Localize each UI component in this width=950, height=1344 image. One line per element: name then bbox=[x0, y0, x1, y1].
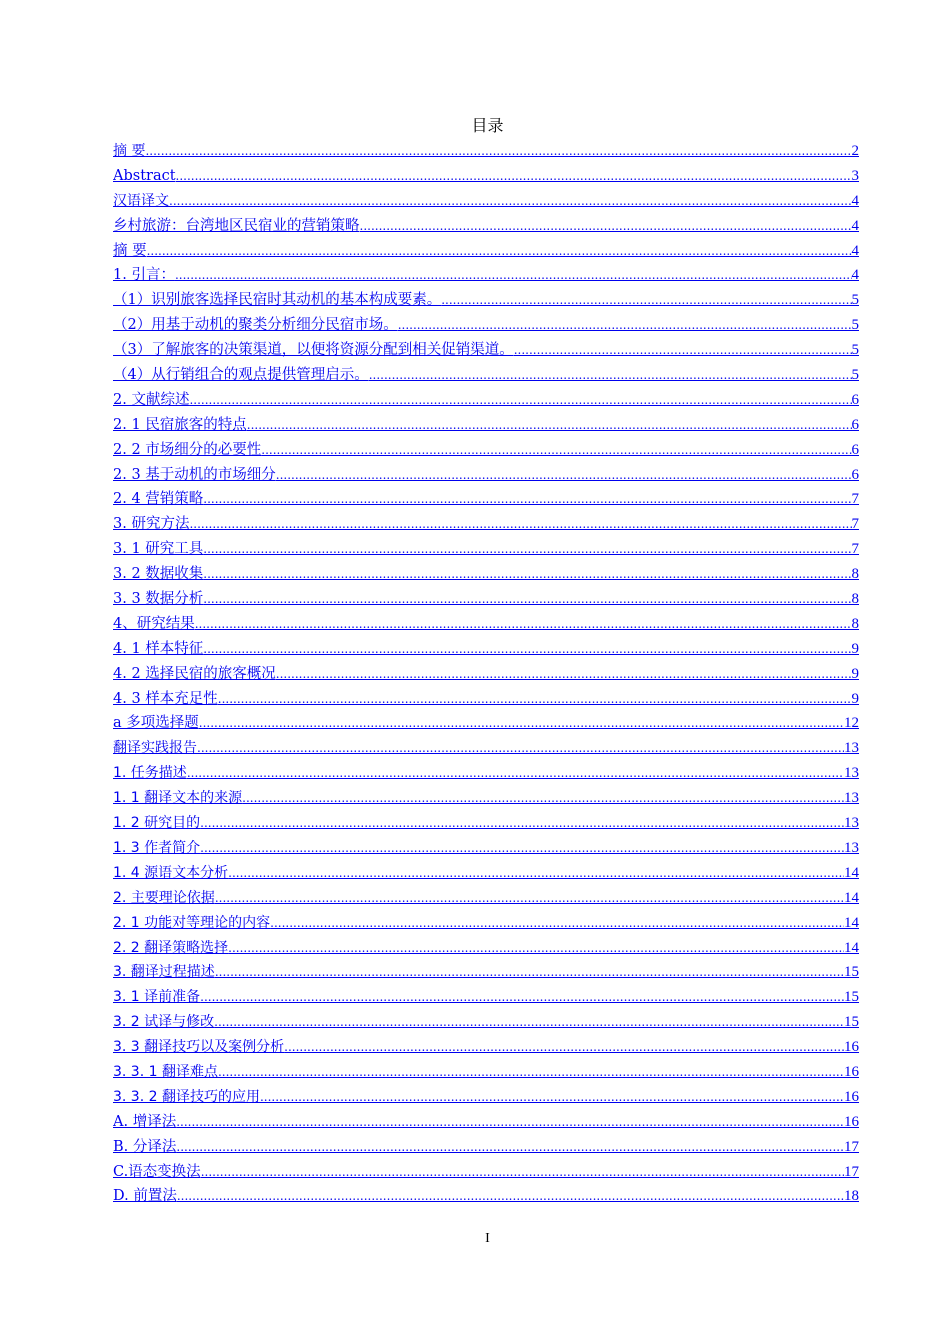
toc-entry[interactable] bbox=[113, 711, 859, 736]
toc-entry-label: 3. 1 研究工具 bbox=[113, 541, 204, 558]
dot-leader bbox=[197, 736, 844, 761]
toc-entry-page-number: 9 bbox=[851, 690, 859, 707]
toc-entry-page-number: 13 bbox=[844, 740, 859, 757]
toc-entry-page-number: 14 bbox=[844, 864, 859, 881]
toc-entry-label: Abstract bbox=[113, 167, 176, 184]
toc-entry[interactable] bbox=[113, 1110, 859, 1135]
dot-leader bbox=[284, 1035, 844, 1060]
dot-leader bbox=[189, 512, 851, 537]
toc-entry-label: 2. 1 功能对等理论的内容 bbox=[113, 914, 271, 931]
toc-entry-page-number: 8 bbox=[851, 566, 859, 583]
toc-entry[interactable] bbox=[113, 1160, 859, 1185]
toc-entry-label: （2）用基于动机的聚类分析细分民宿市场。 bbox=[113, 317, 398, 334]
dot-leader bbox=[228, 861, 844, 886]
toc-entry-page-number: 5 bbox=[851, 317, 859, 334]
toc-entry-page-number: 5 bbox=[851, 292, 859, 309]
toc-entry-page-number: 16 bbox=[844, 1039, 859, 1056]
dot-leader bbox=[242, 786, 844, 811]
toc-entry[interactable] bbox=[113, 338, 859, 363]
toc-entry-page-number: 5 bbox=[851, 367, 859, 384]
dot-leader bbox=[147, 239, 852, 264]
toc-entry-page-number: 13 bbox=[844, 790, 859, 807]
toc-entry[interactable] bbox=[113, 239, 859, 264]
toc-entry[interactable] bbox=[113, 438, 859, 463]
toc-entry[interactable] bbox=[113, 388, 859, 413]
dot-leader bbox=[199, 711, 844, 736]
toc-entry-page-number: 16 bbox=[844, 1063, 859, 1080]
dot-leader bbox=[177, 1184, 844, 1209]
dot-leader bbox=[203, 637, 851, 662]
toc-entry[interactable] bbox=[113, 587, 859, 612]
toc-entry-page-number: 15 bbox=[844, 964, 859, 981]
toc-entry-label: 4、研究结果 bbox=[113, 615, 195, 632]
dot-leader bbox=[514, 338, 852, 363]
dot-leader bbox=[203, 587, 851, 612]
toc-entry-label: 4. 3 样本充足性 bbox=[113, 690, 218, 707]
toc-entry-page-number: 14 bbox=[844, 889, 859, 906]
toc-entry[interactable] bbox=[113, 612, 859, 637]
dot-leader bbox=[195, 612, 852, 637]
toc-entry-label: 1. 3 作者简介 bbox=[113, 839, 201, 856]
dot-leader bbox=[176, 1135, 844, 1160]
toc-entry[interactable] bbox=[113, 736, 859, 761]
dot-leader bbox=[145, 139, 851, 164]
toc-entry-label: C.语态变换法 bbox=[113, 1163, 201, 1180]
toc-entry-page-number: 7 bbox=[851, 516, 859, 533]
toc-entry[interactable] bbox=[113, 537, 859, 562]
toc-entry-page-number: 2 bbox=[851, 143, 859, 159]
toc-entry-label: 1. 2 研究目的 bbox=[113, 815, 201, 832]
dot-leader bbox=[203, 487, 851, 512]
page-number: I bbox=[485, 1231, 490, 1246]
toc-entry[interactable] bbox=[113, 1085, 859, 1110]
toc-entry[interactable] bbox=[113, 960, 859, 985]
toc-entry[interactable] bbox=[113, 786, 859, 811]
dot-leader bbox=[214, 1010, 844, 1035]
toc-entry-label: 3. 2 试译与修改 bbox=[113, 1014, 215, 1031]
toc-entry[interactable] bbox=[113, 1035, 859, 1060]
dot-leader bbox=[189, 388, 851, 413]
toc-entry-page-number: 4 bbox=[851, 242, 859, 259]
toc-entry-page-number: 7 bbox=[851, 541, 859, 558]
toc-entry-label: 乡村旅游：台湾地区民宿业的营销策略 bbox=[113, 217, 360, 234]
toc-entry-page-number: 4 bbox=[851, 217, 859, 234]
toc-entry[interactable] bbox=[113, 761, 859, 786]
toc-entry-label: 2. 4 营销策略 bbox=[113, 491, 204, 508]
toc-entry-label: 3. 3. 2 翻译技巧的应用 bbox=[113, 1088, 260, 1105]
toc-entry-label: 3. 1 译前准备 bbox=[113, 989, 201, 1006]
toc-entry-label: 2. 1 民宿旅客的特点 bbox=[113, 416, 247, 433]
toc-entry[interactable] bbox=[113, 662, 859, 687]
toc-entry-label: 3. 3 翻译技巧以及案例分析 bbox=[113, 1039, 285, 1056]
toc-entry[interactable] bbox=[113, 363, 859, 388]
toc-entry[interactable] bbox=[113, 637, 859, 662]
toc-entry[interactable] bbox=[113, 463, 859, 488]
dot-leader bbox=[218, 1060, 844, 1085]
toc-entry[interactable] bbox=[113, 562, 859, 587]
toc-entry[interactable] bbox=[113, 886, 859, 911]
toc-entry-label: 4. 1 样本特征 bbox=[113, 640, 204, 657]
toc-entry-page-number: 16 bbox=[844, 1113, 859, 1130]
dot-leader bbox=[260, 1085, 844, 1110]
dot-leader bbox=[169, 189, 852, 214]
toc-entry[interactable] bbox=[113, 263, 859, 288]
toc-entry-page-number: 13 bbox=[844, 839, 859, 856]
toc-entry[interactable] bbox=[113, 164, 859, 189]
toc-entry[interactable] bbox=[113, 936, 859, 961]
toc-entry-label: 1. 4 源语文本分析 bbox=[113, 864, 229, 881]
dot-leader bbox=[270, 911, 844, 936]
toc-entry[interactable] bbox=[113, 1135, 859, 1160]
toc-entry-label: 1. 任务描述 bbox=[113, 765, 187, 782]
toc-entry-label: 1. 1 翻译文本的来源 bbox=[113, 790, 243, 807]
toc-entry-label: 2. 2 市场细分的必要性 bbox=[113, 441, 262, 458]
toc-entry-label: 1. 引言： bbox=[113, 267, 175, 284]
toc-entry[interactable] bbox=[113, 1010, 859, 1035]
toc-entry-label: 2. 文献综述 bbox=[113, 391, 190, 408]
toc-entry-label: 2. 3 基于动机的市场细分 bbox=[113, 466, 276, 483]
toc-entry-page-number: 9 bbox=[851, 665, 859, 682]
toc-entry-page-number: 6 bbox=[851, 416, 859, 433]
toc-entry-label: a 多项选择题 bbox=[113, 715, 199, 732]
toc-entry-page-number: 5 bbox=[851, 342, 859, 359]
toc-entry-page-number: 8 bbox=[851, 591, 859, 608]
dot-leader bbox=[276, 662, 852, 687]
toc-entry-page-number: 15 bbox=[844, 1014, 859, 1031]
toc-entry-page-number: 8 bbox=[851, 615, 859, 632]
dot-leader bbox=[203, 537, 851, 562]
toc-entry-page-number: 14 bbox=[844, 914, 859, 931]
toc-entry-label: （3）了解旅客的决策渠道，以便将资源分配到相关促销渠道。 bbox=[113, 342, 514, 359]
toc-entry-label: 汉语译文 bbox=[113, 192, 169, 209]
toc-entry-page-number: 9 bbox=[851, 640, 859, 657]
toc-entry-label: 摘 要 bbox=[113, 242, 147, 259]
toc-entry[interactable] bbox=[113, 811, 859, 836]
dot-leader bbox=[201, 1160, 844, 1185]
toc-entry-label: （1）识别旅客选择民宿时其动机的基本构成要素。 bbox=[113, 292, 442, 309]
dot-leader bbox=[360, 214, 852, 239]
toc-entry-page-number: 17 bbox=[844, 1163, 859, 1180]
toc-entry-label: 3. 2 数据收集 bbox=[113, 566, 204, 583]
dot-leader bbox=[200, 985, 844, 1010]
toc-entry[interactable] bbox=[113, 313, 859, 338]
toc-entry-label: 3. 3 数据分析 bbox=[113, 591, 204, 608]
toc-entry-page-number: 16 bbox=[844, 1088, 859, 1105]
toc-entry-label: 3. 3. 1 翻译难点 bbox=[113, 1063, 218, 1080]
toc-entry-page-number: 6 bbox=[851, 466, 859, 483]
toc-entry-page-number: 12 bbox=[844, 715, 859, 732]
dot-leader bbox=[398, 313, 852, 338]
toc-entry[interactable] bbox=[113, 487, 859, 512]
toc-entry-page-number: 18 bbox=[844, 1188, 859, 1205]
toc-entry-page-number: 17 bbox=[844, 1138, 859, 1155]
toc-entry-page-number: 4 bbox=[851, 267, 859, 284]
dot-leader bbox=[441, 288, 851, 313]
dot-leader bbox=[176, 1110, 844, 1135]
toc-entry[interactable] bbox=[113, 911, 859, 936]
toc-entry[interactable] bbox=[113, 1184, 859, 1209]
dot-leader bbox=[203, 562, 851, 587]
toc-title: 目录 bbox=[471, 116, 504, 135]
toc-entry-label: 3. 研究方法 bbox=[113, 516, 190, 533]
toc-entry-label: B. 分译法 bbox=[113, 1138, 177, 1155]
toc-entry-label: 翻译实践报告 bbox=[113, 740, 197, 757]
toc-entry-label: （4）从行销组合的观点提供管理启示。 bbox=[113, 367, 369, 384]
table-of-contents bbox=[113, 139, 859, 1209]
dot-leader bbox=[228, 936, 844, 961]
dot-leader bbox=[187, 761, 844, 786]
dot-leader bbox=[261, 438, 851, 463]
toc-entry[interactable] bbox=[113, 985, 859, 1010]
toc-entry[interactable] bbox=[113, 861, 859, 886]
dot-leader bbox=[247, 413, 852, 438]
toc-entry-page-number: 4 bbox=[851, 192, 859, 209]
dot-leader bbox=[215, 960, 844, 985]
toc-entry-label: 2. 2 翻译策略选择 bbox=[113, 939, 229, 956]
dot-leader bbox=[176, 164, 852, 189]
toc-entry-page-number: 14 bbox=[844, 939, 859, 956]
toc-entry-page-number: 7 bbox=[851, 491, 859, 508]
dot-leader bbox=[215, 886, 844, 911]
toc-entry-label: 摘 要 bbox=[113, 143, 146, 159]
toc-entry[interactable] bbox=[113, 687, 859, 712]
toc-entry[interactable] bbox=[113, 512, 859, 537]
dot-leader bbox=[369, 363, 852, 388]
toc-entry-page-number: 6 bbox=[851, 391, 859, 408]
toc-entry-page-number: 13 bbox=[844, 765, 859, 782]
dot-leader bbox=[200, 836, 844, 861]
toc-entry-page-number: 3 bbox=[851, 167, 859, 184]
dot-leader bbox=[218, 687, 852, 712]
dot-leader bbox=[200, 811, 844, 836]
toc-entry-label: A. 增译法 bbox=[113, 1113, 177, 1130]
toc-entry[interactable] bbox=[113, 413, 859, 438]
dot-leader bbox=[276, 463, 852, 488]
toc-entry-page-number: 13 bbox=[844, 815, 859, 832]
toc-entry[interactable] bbox=[113, 1060, 859, 1085]
toc-entry[interactable] bbox=[113, 139, 859, 164]
toc-entry-label: 4. 2 选择民宿的旅客概况 bbox=[113, 665, 276, 682]
toc-entry-page-number: 15 bbox=[844, 989, 859, 1006]
toc-entry[interactable] bbox=[113, 836, 859, 861]
toc-entry[interactable] bbox=[113, 189, 859, 214]
toc-entry[interactable] bbox=[113, 214, 859, 239]
toc-entry-page-number: 6 bbox=[851, 441, 859, 458]
toc-entry-label: 3. 翻译过程描述 bbox=[113, 964, 215, 981]
toc-entry[interactable] bbox=[113, 288, 859, 313]
dot-leader bbox=[175, 263, 852, 288]
toc-entry-label: 2. 主要理论依据 bbox=[113, 889, 215, 906]
toc-entry-label: D. 前置法 bbox=[113, 1188, 177, 1205]
